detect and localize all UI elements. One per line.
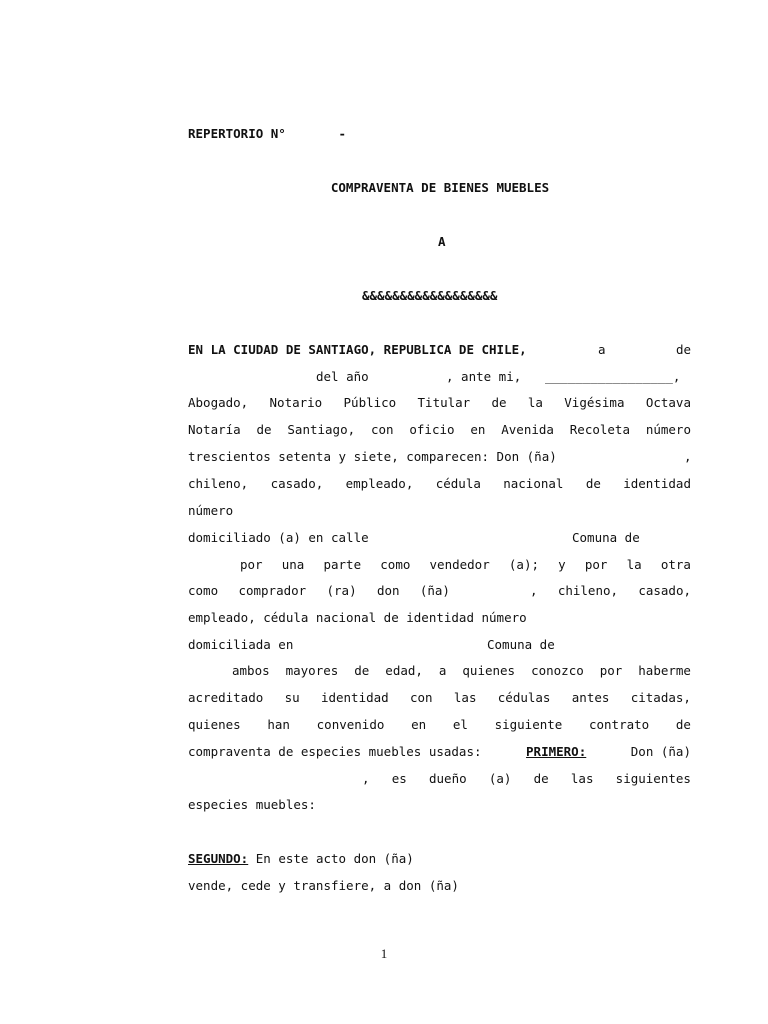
word: ambos [232,663,270,678]
word: (ña) [419,583,450,598]
word: oficio [409,422,455,437]
word: la [626,557,642,572]
party-placeholder: &&&&&&&&&&&&&&&&&& [362,288,498,303]
word: con [410,690,433,705]
word: por [599,663,623,678]
word: edad, [385,663,423,678]
clause-primero: PRIMERO: [526,744,587,759]
paragraph-line [188,395,691,411]
especies-line: especies muebles: [188,797,316,812]
word: y [558,557,566,572]
paragraph-line [188,422,691,438]
word: chileno, [188,476,249,491]
word: en [411,717,427,732]
word: las [453,690,477,705]
word: chileno, [557,583,619,598]
word: (a) [488,771,512,786]
word: antes [571,690,610,705]
word: Abogado, [188,395,249,410]
word: parte [323,557,362,572]
word: Santiago, [287,422,356,437]
date-de: de [676,342,692,357]
text: Don (ña) [630,744,691,759]
word: por [240,557,263,572]
word: , [362,771,370,786]
paragraph-line [362,771,691,787]
word: de [354,663,370,678]
word: con [370,422,394,437]
word: quienes [188,717,241,732]
word: Recoleta [569,422,630,437]
word: Público [343,395,397,410]
word: empleado, [345,476,414,491]
word: siguientes [615,771,691,786]
word: comprador [238,583,307,598]
paragraph-line [232,663,691,679]
notary-blank: _________________, [545,369,681,384]
date-year: del año [316,369,369,384]
word: casado, [270,476,324,491]
word: una [281,557,305,572]
word: (a); [508,557,540,572]
seller-address: domiciliado (a) en calle [188,530,369,545]
word: mayores [285,663,339,678]
word: dueño [429,771,467,786]
word: (ra) [326,583,357,598]
word: Notaría [188,422,241,437]
word: la [527,395,543,410]
paragraph-line [188,717,691,733]
word: es [391,771,407,786]
word: casado, [638,583,691,598]
text: compraventa de especies muebles usadas: [188,744,482,759]
word: quienes [462,663,516,678]
word: de [256,422,272,437]
seller-comuna: Comuna de [572,530,640,545]
word: de [491,395,507,410]
word: de [675,717,691,732]
word: don [376,583,400,598]
word: las [570,771,594,786]
word: como [380,557,411,572]
word: conozco [531,663,584,678]
buyer-address: domiciliada en [188,637,294,652]
word: cédulas [497,690,551,705]
word: citadas, [630,690,691,705]
word: en [470,422,486,437]
word: número [645,422,691,437]
word: Avenida [501,422,554,437]
paragraph-line [188,690,691,706]
buyer-id-line: empleado, cédula nacional de identidad número [188,610,527,625]
word: convenido [316,717,385,732]
word: de [585,476,601,491]
word: vendedor [429,557,490,572]
word: acreditado [188,690,264,705]
transfer-line: vende, cede y transfiere, a don (ña) [188,878,459,893]
page-number: 1 [380,946,388,961]
word: su [284,690,300,705]
word: otra [660,557,691,572]
word: por [584,557,608,572]
word: siguiente [494,717,563,732]
word: Vigésima [564,395,625,410]
paragraph-line [188,583,450,599]
word: Octava [645,395,691,410]
word: a [438,663,447,678]
title-connector: A [438,234,446,249]
word: de [533,771,549,786]
segundo-text: En este acto don (ña) [255,851,414,866]
repertorio-label: REPERTORIO N° - [188,126,347,141]
numero-line: número [188,503,234,518]
word: contrato [588,717,650,732]
opening-clause: EN LA CIUDAD DE SANTIAGO, REPUBLICA DE CHILE, [188,342,527,357]
paragraph-line [188,744,691,760]
word: haberme [638,663,691,678]
paragraph-line [188,476,691,492]
comparecen-line: trescientos setenta y siete, comparecen: Don (ña) [188,449,557,464]
word: como [188,583,219,598]
segundo-line [188,851,414,867]
word: identidad [623,476,691,491]
paragraph-line [240,557,691,573]
word: Notario [269,395,323,410]
clause-segundo: SEGUNDO: [188,851,249,866]
word: cédula [435,476,481,491]
word: identidad [320,690,389,705]
word: han [267,717,290,732]
document-title: COMPRAVENTA DE BIENES MUEBLES [330,180,550,195]
word: el [452,717,468,732]
ante-mi: , ante mi, [446,369,522,384]
word: Titular [417,395,471,410]
comma: , [684,449,692,464]
date-a: a [598,342,606,357]
buyer-comuna: Comuna de [487,637,555,652]
word: , [530,583,538,598]
paragraph-line [530,583,691,599]
word: nacional [503,476,564,491]
